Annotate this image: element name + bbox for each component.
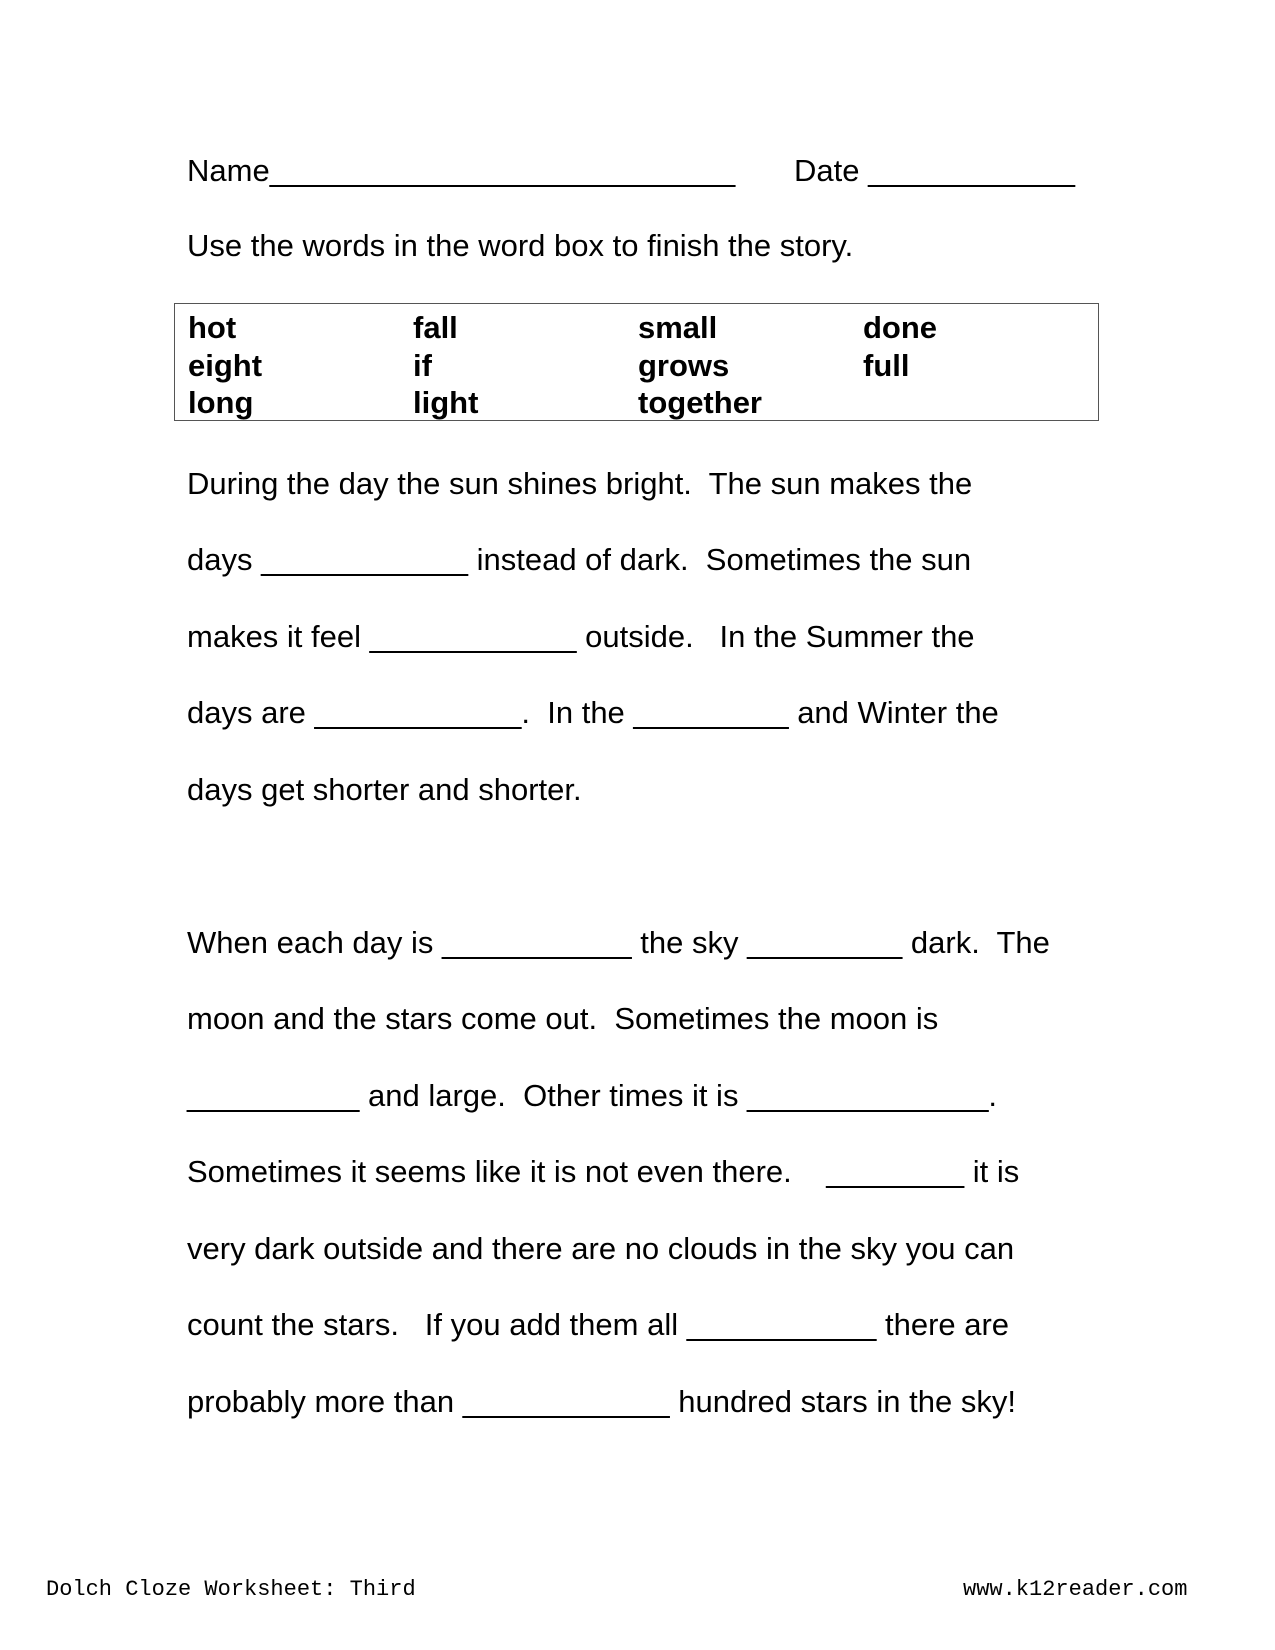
word-eight: eight: [188, 348, 263, 383]
footer-title: Dolch Cloze Worksheet: Third: [46, 1577, 416, 1602]
word-long: long: [188, 385, 254, 420]
story-line: days ____________ instead of dark. Sometimes the sun: [187, 542, 972, 577]
story-line: days are ____________. In the _________ and Winter the: [187, 695, 999, 730]
date-field[interactable]: Date ____________: [794, 153, 1075, 188]
word-if: if: [413, 348, 432, 383]
word-full: full: [863, 348, 910, 383]
word-small: small: [638, 310, 718, 345]
story-line: probably more than ____________ hundred stars in the sky!: [187, 1384, 1016, 1419]
word-fall: fall: [413, 310, 458, 345]
word-light: light: [413, 385, 479, 420]
story-line: During the day the sun shines bright. The sun makes the: [187, 466, 973, 501]
name-field[interactable]: Name___________________________: [187, 153, 736, 188]
story-line: When each day is ___________ the sky _________ dark. The: [187, 925, 1050, 960]
footer-url[interactable]: www.k12reader.com: [963, 1577, 1188, 1602]
story-line: days get shorter and shorter.: [187, 772, 582, 807]
story-line: __________ and large. Other times it is ______________.: [187, 1078, 998, 1113]
word-done: done: [863, 310, 938, 345]
story-line: count the stars. If you add them all ___________ there are: [187, 1307, 1010, 1342]
story-line: Sometimes it seems like it is not even there. ________ it is: [187, 1154, 1020, 1189]
story-line: moon and the stars come out. Sometimes the moon is: [187, 1001, 939, 1036]
story-line: makes it feel ____________ outside. In the Summer the: [187, 619, 975, 654]
instructions: Use the words in the word box to finish the story.: [187, 228, 854, 263]
word-hot: hot: [188, 310, 237, 345]
word-together: together: [638, 385, 762, 420]
word-grows: grows: [638, 348, 730, 383]
story-line: very dark outside and there are no clouds in the sky you can: [187, 1231, 1015, 1266]
word-box: [174, 303, 1099, 421]
